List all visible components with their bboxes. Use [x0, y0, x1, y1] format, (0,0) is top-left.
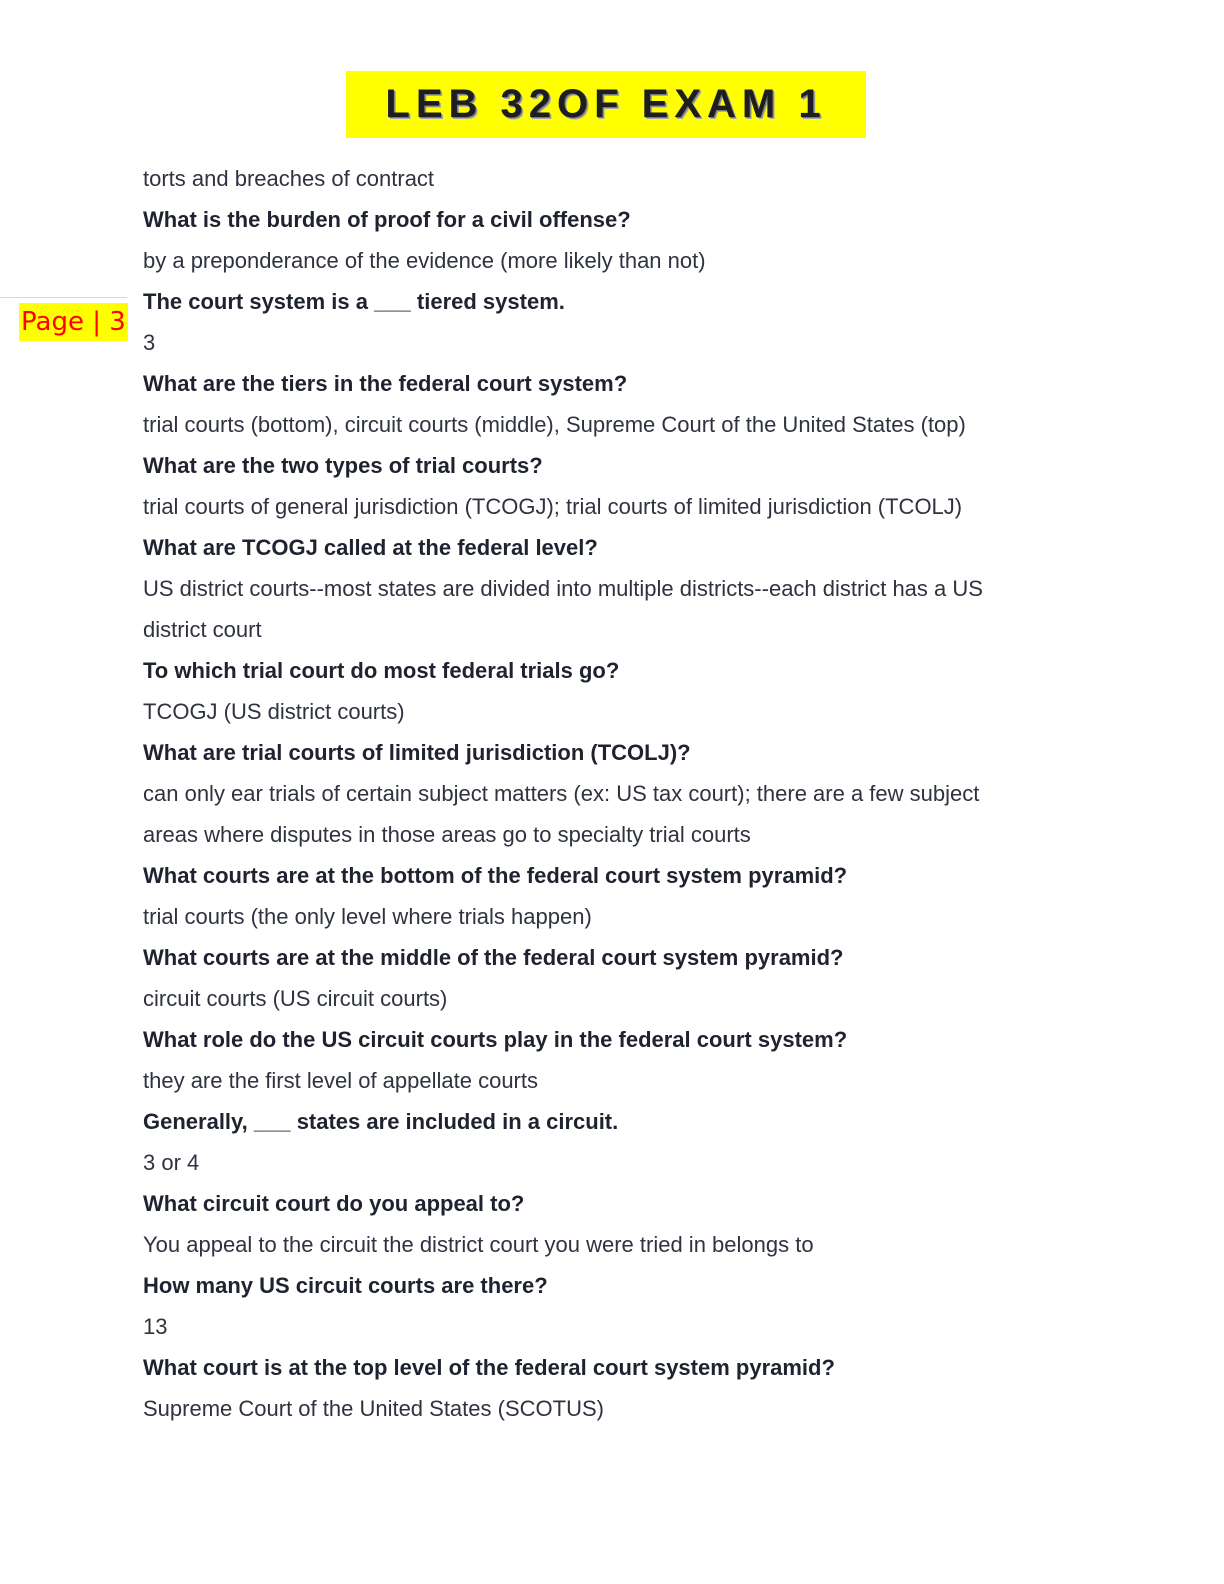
question-line: What courts are at the middle of the federal court system pyramid? — [143, 945, 844, 970]
answer-line: by a preponderance of the evidence (more likely than not) — [143, 248, 706, 273]
answer-line: they are the first level of appellate courts — [143, 1068, 538, 1093]
page-number-label: Page | 3 — [19, 303, 128, 341]
answer-line: 3 or 4 — [143, 1150, 200, 1175]
question-line: What court is at the top level of the federal court system pyramid? — [143, 1355, 835, 1380]
answer-line: US district courts--most states are divided into multiple districts--each district has a US — [143, 576, 983, 601]
question-line: To which trial court do most federal trials go? — [143, 658, 620, 683]
answer-line: torts and breaches of contract — [143, 166, 435, 191]
answer-line: circuit courts (US circuit courts) — [143, 986, 448, 1011]
document-title: LEB 32OF EXAM 1 — [385, 82, 827, 126]
question-line: What are trial courts of limited jurisdiction (TCOLJ)? — [143, 740, 691, 765]
question-line: How many US circuit courts are there? — [143, 1273, 548, 1298]
question-line: What are TCOGJ called at the federal level? — [143, 535, 598, 560]
question-line: What are the tiers in the federal court system? — [143, 371, 628, 396]
question-line: Generally, ___ states are included in a circuit. — [143, 1109, 619, 1134]
page-marker-divider — [0, 297, 127, 298]
answer-line: trial courts (bottom), circuit courts (middle), Supreme Court of the United States (top) — [143, 412, 966, 437]
question-line: What role do the US circuit courts play in the federal court system? — [143, 1027, 848, 1052]
answer-line: district court — [143, 617, 262, 642]
title-highlight — [346, 71, 866, 138]
answer-line: TCOGJ (US district courts) — [143, 699, 405, 724]
answer-line: can only ear trials of certain subject matters (ex: US tax court); there are a few subject — [143, 781, 980, 806]
answer-line: trial courts (the only level where trials happen) — [143, 904, 592, 929]
question-line: What courts are at the bottom of the federal court system pyramid? — [143, 863, 848, 888]
question-line: What is the burden of proof for a civil offense? — [143, 207, 631, 232]
question-line: What circuit court do you appeal to? — [143, 1191, 525, 1216]
answer-line: 3 — [143, 330, 156, 355]
answer-line: You appeal to the circuit the district court you were tried in belongs to — [143, 1232, 814, 1257]
answer-line: 13 — [143, 1314, 168, 1339]
answer-line: Supreme Court of the United States (SCOTUS) — [143, 1396, 604, 1421]
question-line: The court system is a ___ tiered system. — [143, 289, 565, 314]
answer-line: trial courts of general jurisdiction (TCOGJ); trial courts of limited jurisdiction (TCOLJ) — [143, 494, 963, 519]
answer-line: areas where disputes in those areas go to specialty trial courts — [143, 822, 751, 847]
qa-list — [143, 158, 1143, 1429]
question-line: What are the two types of trial courts? — [143, 453, 543, 478]
